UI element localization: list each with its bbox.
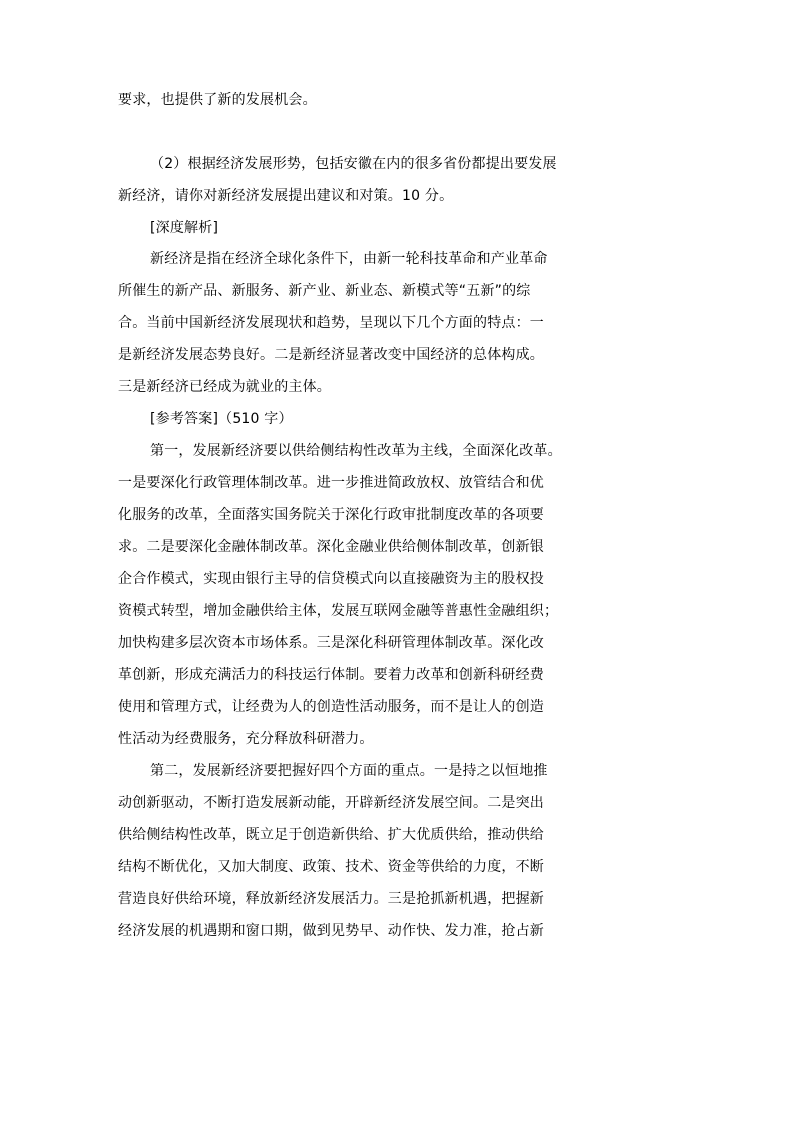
analysis-line-4: 是新经济发展态势良好。二是新经济显著改变中国经济的总体构成。 [118, 347, 544, 363]
question-line-2: 新经济，请你对新经济发展提出建议和对策。10 分。 [118, 188, 454, 204]
answer-line-11: 第二，发展新经济要把握好四个方面的重点。一是持之以恒地推 [150, 763, 548, 779]
answer-line-8: 革创新，形成充满活力的科技运行体制。要着力改革和创新科研经费 [118, 667, 544, 683]
answer-line-6: 资模式转型，增加金融供给主体，发展互联网金融等普惠性金融组织； [118, 603, 559, 619]
answer-line-1: 第一，发展新经济要以供给侧结构性改革为主线，全面深化改革。 [150, 443, 562, 459]
analysis-line-3: 合。当前中国新经济发展现状和趋势，呈现以下几个方面的特点：一 [118, 315, 544, 331]
answer-line-15: 营造良好供给环境，释放新经济发展活力。三是抢抓新机遇，把握新 [118, 891, 544, 907]
analysis-line-2: 所催生的新产品、新服务、新产业、新业态、新模式等“五新”的综 [118, 283, 531, 299]
answer-line-7: 加快构建多层次资本市场体系。三是深化科研管理体制改革。深化改 [118, 635, 544, 651]
answer-line-16: 经济发展的机遇期和窗口期，做到见势早、动作快、发力准，抢占新 [118, 923, 544, 939]
analysis-heading: [深度解析] [150, 220, 219, 236]
answer-line-14: 结构不断优化，又加大制度、政策、技术、资金等供给的力度，不断 [118, 859, 544, 875]
answer-line-3: 化服务的改革，全面落实国务院关于深化行政审批制度改革的各项要 [118, 507, 544, 523]
analysis-line-5: 三是新经济已经成为就业的主体。 [118, 379, 331, 395]
answer-line-4: 求。二是要深化金融体制改革。深化金融业供给侧体制改革，创新银 [118, 539, 544, 555]
answer-heading: [参考答案]（510 字） [150, 411, 293, 427]
answer-line-9: 使用和管理方式，让经费为人的创造性活动服务，而不是让人的创造 [118, 699, 544, 715]
answer-line-2: 一是要深化行政管理体制改革。进一步推进简政放权、放管结合和优 [118, 475, 544, 491]
analysis-line-1: 新经济是指在经济全球化条件下，由新一轮科技革命和产业革命 [150, 251, 548, 267]
answer-line-5: 企合作模式，实现由银行主导的信贷模式向以直接融资为主的股权投 [118, 571, 544, 587]
answer-line-10: 性活动为经费服务，充分释放科研潜力。 [118, 731, 374, 747]
answer-line-12: 动创新驱动，不断打造发展新动能，开辟新经济发展空间。二是突出 [118, 795, 544, 811]
answer-line-13: 供给侧结构性改革，既立足于创造新供给、扩大优质供给，推动供给 [118, 827, 544, 843]
question-line-1: （2）根据经济发展形势，包括安徽在内的很多省份都提出要发展 [150, 156, 557, 172]
text-line-1: 要求，也提供了新的发展机会。 [118, 92, 317, 108]
